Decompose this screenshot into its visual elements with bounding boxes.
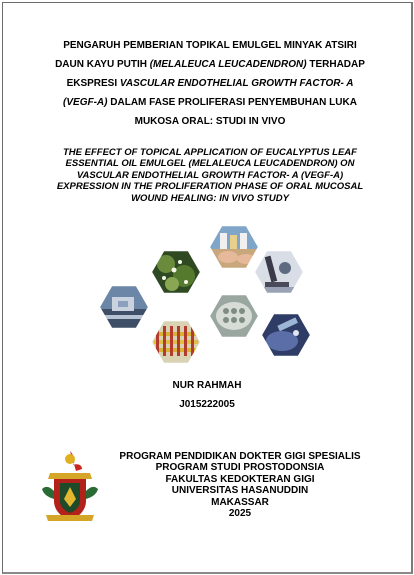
student-id: J015222005 [179, 399, 235, 410]
institution-line-2: PROGRAM STUDI PROSTODONSIA [155, 462, 325, 474]
title-id-line-4 [40, 93, 380, 112]
title-id-line-2a: DAUN KAYU PUTIH [55, 59, 150, 70]
title-id-line-5: MUKOSA ORAL: STUDI IN VIVO [134, 116, 286, 127]
institution-line-1: PROGRAM PENDIDIKAN DOKTER GIGI SPESIALIS [119, 451, 361, 462]
hexagon-photo-collage [96, 220, 328, 370]
title-en-line-4: EXPRESSION IN THE PROLIFERATION PHASE OF ORAL MUCOSAL [56, 181, 364, 193]
title-id-line-2c: TERHADAP [306, 59, 365, 70]
title-en-line-5: WOUND HEALING: IN VIVO STUDY [131, 192, 289, 204]
title-id-line-1: PENGARUH PEMBERIAN TOPIKAL EMULGEL MINYAK ATSIRI [63, 40, 357, 51]
title-id-line-4b: DALAM FASE PROLIFERASI PENYEMBUHAN LUKA [107, 97, 357, 108]
indonesian-title [40, 36, 380, 131]
lab-hands-hexagon-icon [208, 224, 260, 270]
title-id-line-2 [40, 55, 380, 74]
institution-block [90, 451, 390, 519]
author-name: NUR RAHMAH [172, 380, 242, 391]
eucalyptus-leaves-hexagon-icon [150, 249, 202, 295]
test-tube-rack-hexagon-icon [150, 319, 202, 365]
title-id-line-4a: (VEGF-A) [63, 97, 108, 108]
institution-line-3: FAKULTAS KEDOKTERAN GIGI [165, 473, 315, 485]
english-title [40, 147, 380, 204]
lab-bench-hexagon-icon [98, 284, 150, 330]
title-en-line-2: ESSENTIAL OIL EMULGEL (MELALEUCA LEUCADENDRON) ON [65, 158, 355, 170]
year: 2025 [228, 508, 252, 520]
institution-line-5: MAKASSAR [211, 496, 269, 508]
title-id-line-3b: VASCULAR ENDOTHELIAL GROWTH FACTOR- A [119, 78, 354, 89]
title-id-line-3a: EKSPRESI [66, 78, 120, 89]
title-id-line-3 [40, 74, 380, 93]
microscope-hexagon-icon [253, 249, 305, 295]
title-id-line-2b: (MELALEUCA LEUCADENDRON) [149, 59, 307, 70]
title-en-line-1: THE EFFECT OF TOPICAL APPLICATION OF EUCALYPTUS LEAF [63, 147, 357, 158]
cell-plate-hexagon-icon [208, 293, 260, 339]
institution-line-4: UNIVERSITAS HASANUDDIN [171, 485, 309, 497]
title-en-line-3: VASCULAR ENDOTHELIAL GROWTH FACTOR- A (VEGF-A) [76, 169, 344, 181]
gloved-hand-specimen-hexagon-icon [260, 312, 312, 358]
